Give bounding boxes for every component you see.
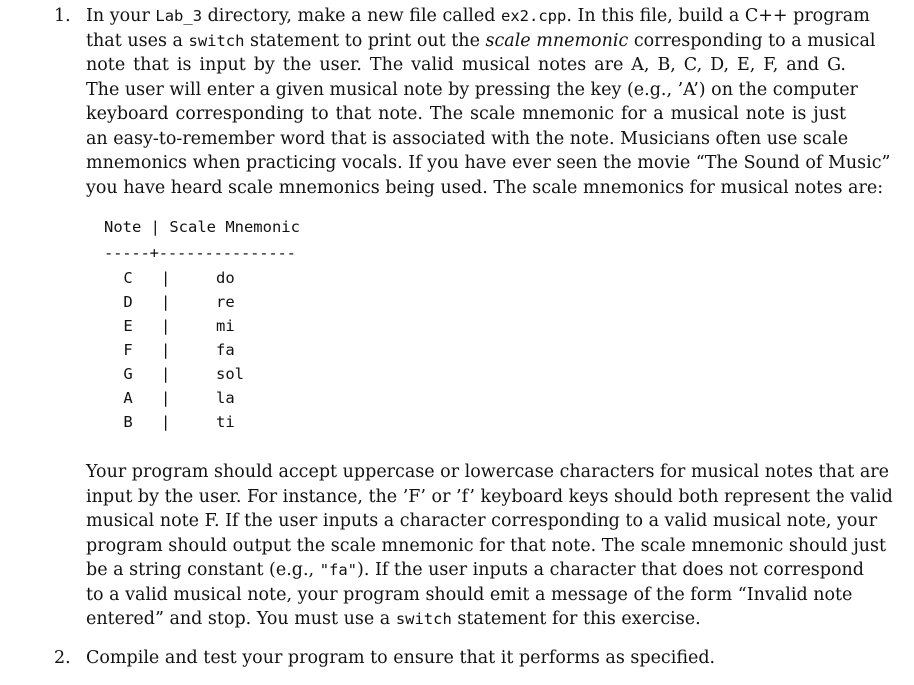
inline-code: "fa" bbox=[319, 561, 358, 579]
column-separator: | bbox=[161, 389, 171, 407]
table-row bbox=[104, 365, 304, 389]
intro-line: note that is input by the user. The valid musical notes are A, B, C, D, E, F, and G. bbox=[86, 55, 846, 75]
item-2-text: Compile and test your program to ensure that it performs as specified. bbox=[86, 648, 716, 668]
mnemonic-cell: ti bbox=[216, 413, 235, 431]
column-separator: | bbox=[161, 293, 171, 311]
mnemonic-cell: do bbox=[216, 269, 235, 287]
table-row bbox=[104, 413, 304, 437]
mnemonic-cell: mi bbox=[216, 317, 235, 335]
mnemonic-cell: la bbox=[216, 389, 235, 407]
outro-line: be a string constant (e.g., "fa"). If the user inputs a character that does not correspond bbox=[86, 560, 865, 580]
inline-code: switch bbox=[395, 610, 452, 628]
item-number-2: 2. bbox=[54, 648, 71, 668]
inline-code: ex2.cpp bbox=[501, 7, 567, 25]
item-number-1: 1. bbox=[54, 6, 71, 26]
note-cell: A bbox=[123, 389, 133, 407]
column-separator: | bbox=[161, 269, 171, 287]
item-2-paragraph bbox=[86, 646, 846, 671]
column-separator: | bbox=[161, 365, 171, 383]
outro-line: musical note F. If the user inputs a character corresponding to a valid musical note, your bbox=[86, 511, 878, 531]
intro-line: you have heard scale mnemonics being used. The scale mnemonics for musical notes are: bbox=[86, 177, 884, 198]
outro-line: input by the user. For instance, the ’F’ or ’f’ keyboard keys should both represent the valid bbox=[86, 486, 893, 507]
column-separator: | bbox=[161, 341, 171, 359]
item-1-outro-paragraph bbox=[86, 460, 893, 632]
table-header: Note | Scale Mnemonic bbox=[104, 218, 300, 236]
table-row bbox=[104, 269, 304, 293]
intro-line: mnemonics when practicing vocals. If you have ever seen the movie “The Sound of Music” bbox=[86, 153, 891, 173]
intro-line: In your Lab_3 directory, make a new file called ex2.cpp. In this file, build a C++ program bbox=[86, 6, 870, 26]
table-row bbox=[104, 293, 304, 317]
column-separator: | bbox=[161, 413, 171, 431]
table-rule: -----+--------------- bbox=[104, 244, 296, 262]
outro-line: program should output the scale mnemonic for that note. The scale mnemonic should just bbox=[86, 535, 887, 556]
inline-code: Lab_3 bbox=[155, 7, 203, 25]
note-cell: G bbox=[123, 365, 133, 383]
note-cell: F bbox=[123, 341, 133, 359]
inline-code: switch bbox=[188, 31, 245, 50]
note-cell: D bbox=[123, 293, 133, 311]
mnemonic-cell: sol bbox=[216, 365, 244, 383]
item-1-intro-paragraph bbox=[86, 4, 891, 200]
intro-line: that uses a switch statement to print out the scale mnemonic corresponding to a musical bbox=[86, 30, 876, 51]
table-row bbox=[104, 341, 304, 365]
note-cell: B bbox=[123, 413, 133, 431]
outro-line: entered” and stop. You must use a switch statement for this exercise. bbox=[86, 609, 701, 629]
note-cell: E bbox=[123, 317, 133, 335]
outro-line: Your program should accept uppercase or lowercase characters for musical notes that are bbox=[86, 462, 890, 482]
table-row bbox=[104, 317, 304, 341]
intro-line: keyboard corresponding to that note. The scale mnemonic for a musical note is just bbox=[86, 104, 846, 124]
outro-line: to a valid musical note, your program should emit a message of the form “Invalid note bbox=[86, 584, 853, 605]
column-separator: | bbox=[161, 317, 171, 335]
intro-line: The user will enter a given musical note by pressing the key (e.g., ’A’) on the computer bbox=[86, 79, 858, 100]
intro-line: an easy-to-remember word that is associated with the note. Musicians often use scale bbox=[86, 128, 849, 149]
note-cell: C bbox=[123, 269, 133, 287]
table-row bbox=[104, 389, 304, 413]
emphasis: scale mnemonic bbox=[485, 30, 629, 51]
mnemonic-cell: fa bbox=[216, 341, 235, 359]
mnemonic-cell: re bbox=[216, 293, 235, 311]
